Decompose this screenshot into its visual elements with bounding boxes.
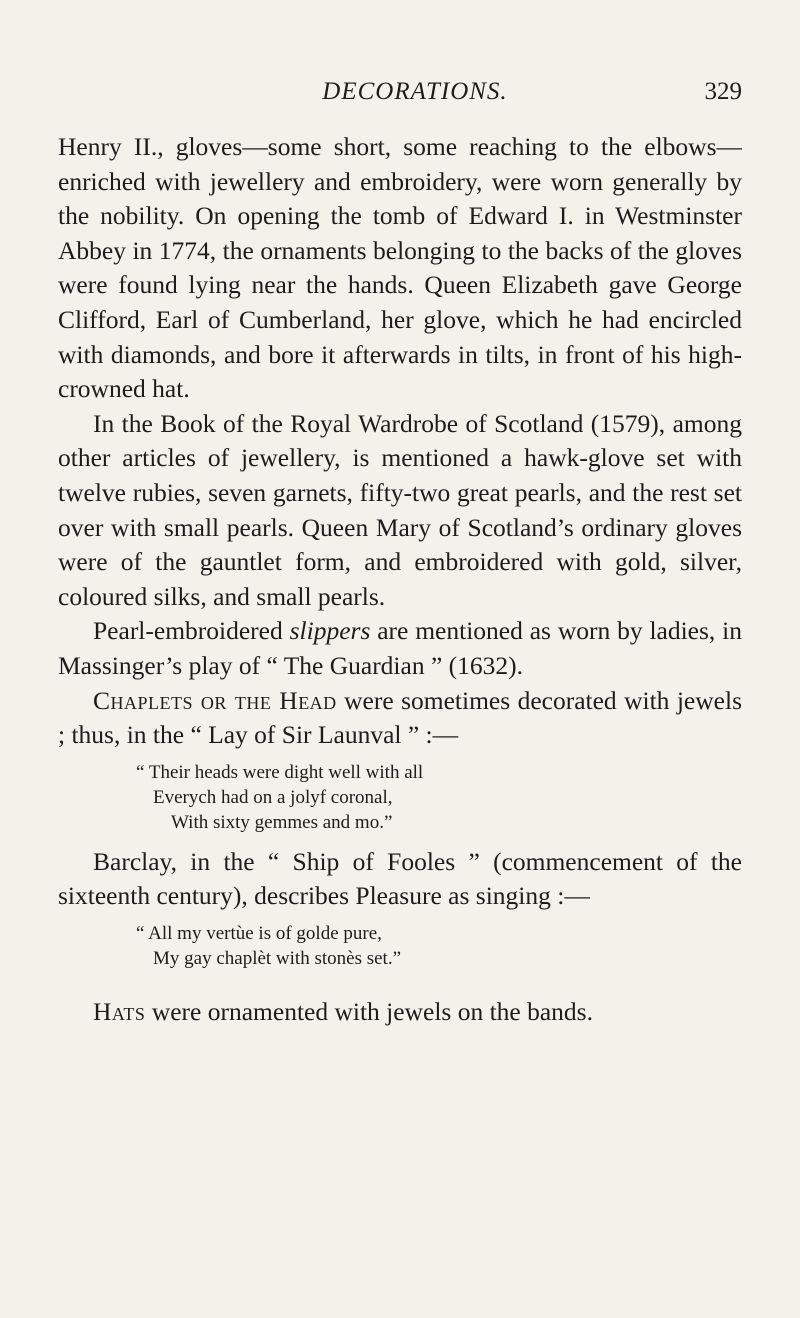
running-title: DECORATIONS.: [322, 78, 508, 105]
verse-line: With sixty gemmes and mo.”: [171, 811, 393, 833]
chaplets-text: were sometimes decorated with jewels ; thus, in the “ Lay of Sir Launval ” :—: [58, 685, 742, 750]
verse-line: “ Their heads were dight well with all: [136, 761, 424, 783]
hats-heading: Hats: [93, 996, 146, 1026]
page-body: [58, 130, 742, 1029]
paragraph-royal-wardrobe: In the Book of the Royal Wardrobe of Scotland (1579), among other articles of jewellery, is mentioned a hawk-glove set with twelve rubies, seven garnets, fifty-two great pearls, and the rest set over with small pearls. Queen Mary of Scotland’s ordinary gloves were of the gauntlet form, and embroidered with gold, silver, coloured silks, and small pearls.: [58, 408, 742, 611]
verse-line: Everych had on a jolyf coronal,: [153, 786, 393, 808]
running-header: [0, 78, 800, 112]
verse-line: My gay chaplèt with stonès set.”: [153, 947, 402, 969]
paragraph-barclay: Barclay, in the “ Ship of Fooles ” (commencement of the sixteenth century), describes Pleasure as singing :—: [58, 846, 742, 911]
slippers-italic: slippers: [289, 616, 371, 646]
verse-line: “ All my vertùe is of golde pure,: [136, 922, 382, 944]
slippers-text-after: are mentioned as worn by ladies, in Massinger’s play of “ The Guardian ” (1632).: [58, 616, 742, 680]
page-number: 329: [704, 78, 742, 105]
paragraph-gloves-henry: Henry II., gloves—some short, some reaching to the elbows—enriched with jewellery and embroidery, were worn generally by the nobility. On opening the tomb of Edward I. in Westminster Abbey in 1774, the ornaments belonging to the backs of the gloves were found lying near the hands. Queen Elizabeth gave George Clifford, Earl of Cumberland, her glove, which he had encircled with diamonds, and bore it afterwards in tilts, in front of his high-crowned hat.: [58, 132, 742, 404]
chaplets-heading: Chaplets or the Head: [93, 685, 337, 715]
paragraph-slippers: [58, 614, 742, 683]
verse-lay-of-sir-launval: [58, 760, 742, 835]
paragraph-chaplets: [58, 684, 742, 753]
paragraph-hats: [58, 995, 742, 1030]
verse-ship-of-fooles: [58, 921, 742, 971]
hats-text: were ornamented with jewels on the bands.: [145, 996, 593, 1026]
slippers-text-before: Pearl-embroidered: [93, 616, 290, 646]
